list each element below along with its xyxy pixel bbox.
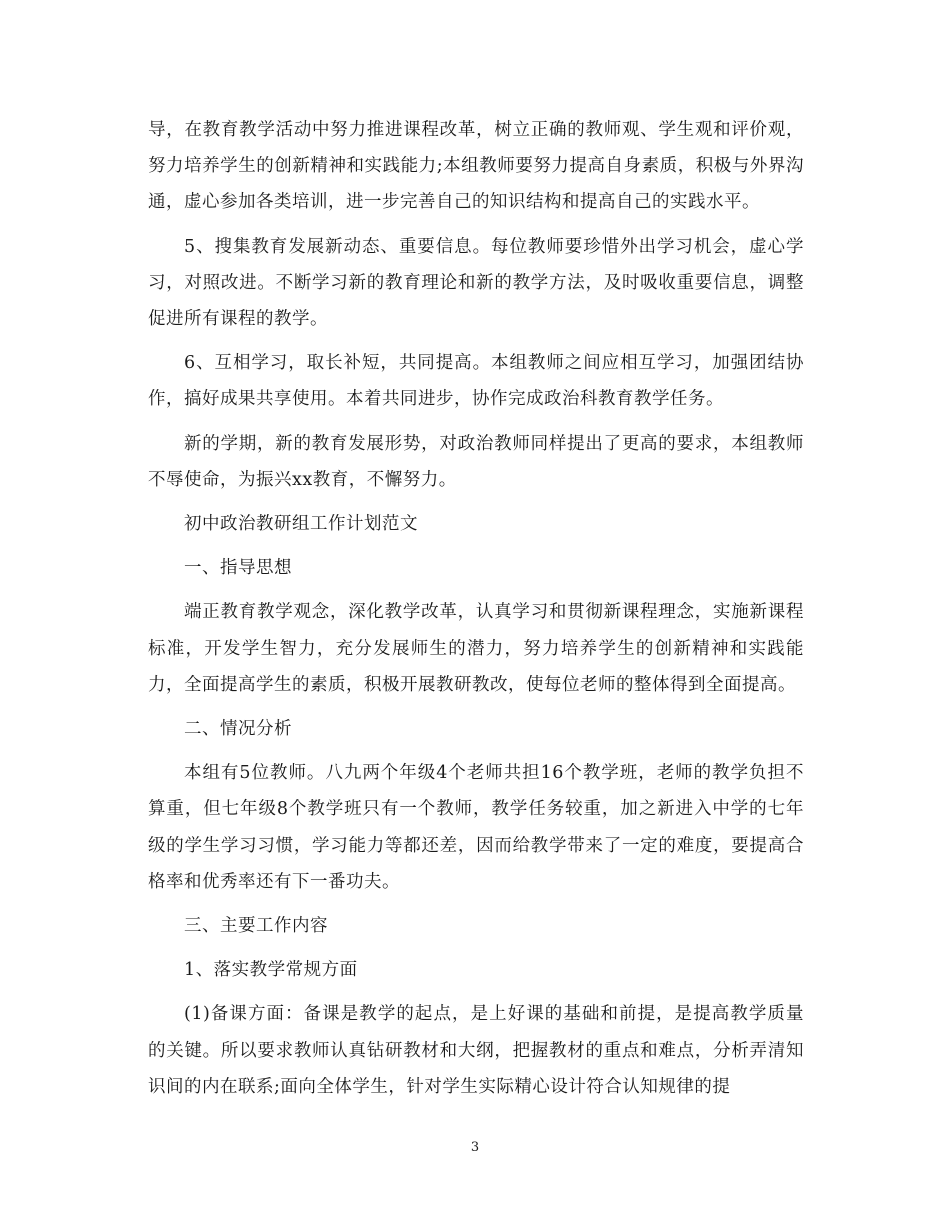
paragraph-conclusion: 新的学期，新的教育发展形势，对政治教师同样提出了更高的要求，本组教师不辱使命，为振兴xx教育，不懈努力。 <box>148 433 804 490</box>
paragraph-continuation: 导，在教育教学活动中努力推进课程改革，树立正确的教师观、学生观和评价观，努力培养学生的创新精神和实践能力;本组教师要努力提高自身素质，积极与外界沟通，虚心参加各类培训，进一步完善自己的知识结构和提高自己的实践水平。 <box>148 120 804 213</box>
paragraph-situation-analysis: 本组有5位教师。八九两个年级4个老师共担16个教学班，老师的教学负担不算重，但七年级8个教学班只有一个教师，教学任务较重，加之新进入中学的七年级的学生学习习惯，学习能力等都还差，因而给教学带来了一定的难度，要提高合格率和优秀率还有下一番功夫。 <box>148 763 804 892</box>
page-number: 3 <box>470 1140 480 1155</box>
paragraph-guiding-ideology: 端正教育教学观念，深化教学改革，认真学习和贯彻新课程理念，实施新课程标准，开发学生智力，充分发展师生的潜力，努力培养学生的创新精神和实践能力，全面提高学生的素质，积极开展教研教改，使每位老师的整体得到全面提高。 <box>148 602 804 695</box>
document-title: 初中政治教研组工作计划范文 <box>184 514 418 535</box>
paragraph-lesson-preparation: (1)备课方面：备课是教学的起点，是上好课的基础和前提，是提高教学质量的关键。所以要求教师认真钻研教材和大纲，把握教材的重点和难点，分析弄清知识间的内在联系;面向全体学生，针对学生实际精心设计符合认知规律的提 <box>148 1004 804 1097</box>
section-heading-situation-analysis: 二、情况分析 <box>184 719 292 740</box>
section-heading-main-work: 三、主要工作内容 <box>184 916 328 937</box>
section-heading-guiding-ideology: 一、指导思想 <box>184 558 292 579</box>
paragraph-item-6: 6、互相学习，取长补短，共同提高。本组教师之间应相互学习，加强团结协作，搞好成果共享使用。本着共同进步，协作完成政治科教育教学任务。 <box>148 353 804 410</box>
paragraph-item-5: 5、搜集教育发展新动态、重要信息。每位教师要珍惜外出学习机会，虚心学习，对照改进。不断学习新的教育理论和新的教学方法，及时吸收重要信息，调整促进所有课程的教学。 <box>148 236 804 330</box>
subsection-heading-teaching-routine: 1、落实教学常规方面 <box>184 960 358 981</box>
document-body <box>148 112 804 1113</box>
